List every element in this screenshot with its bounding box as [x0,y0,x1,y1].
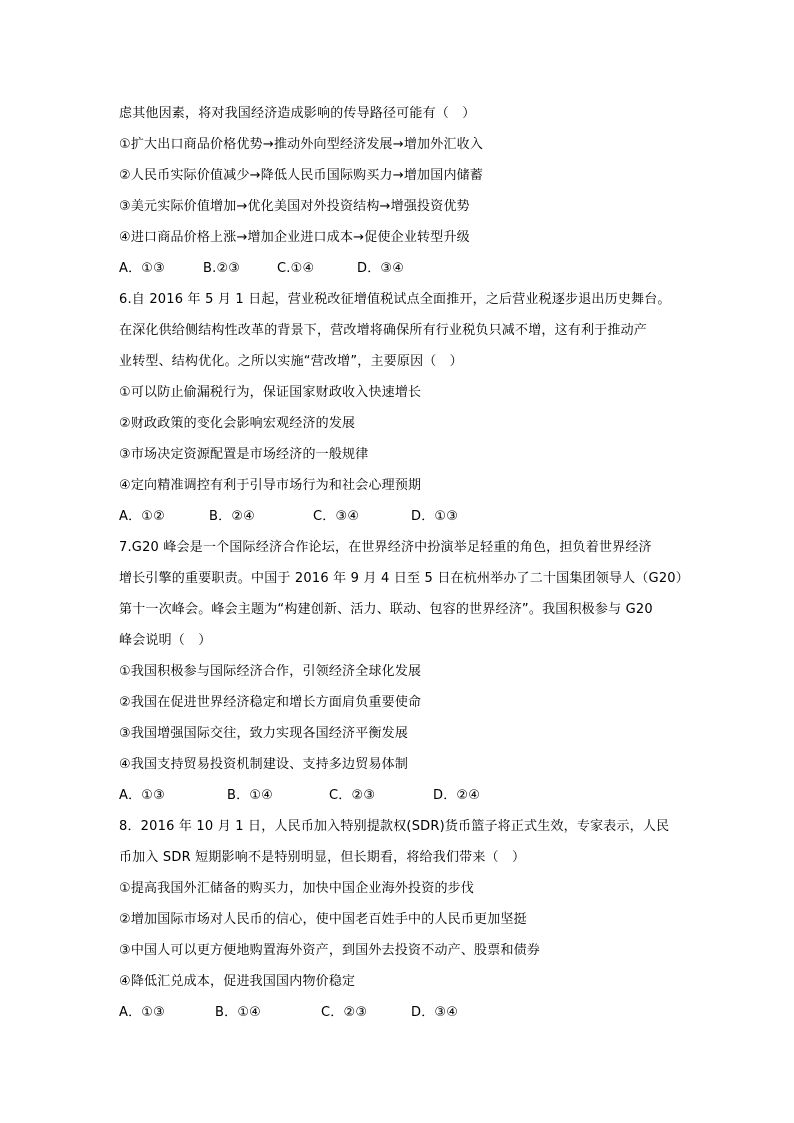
option-b: B．①④ [215,1005,262,1020]
question-stem-line: 峰会说明（ ） [119,633,212,648]
option-a: A．①③ [119,1005,166,1020]
question-stem-line: 币加入 SDR 短期影响不是特别明显，但长期看，将给我们带来（ ） [119,850,526,865]
option-c: C.①④ [277,261,315,276]
question-stem-line: 8．2016 年 10 月 1 日，人民币加入特别提款权(SDR)货币篮子将正式生效，专家表示，人民 [119,819,670,834]
statement-3: ③市场决定资源配置是市场经济的一般规律 [119,447,369,462]
answer-options [119,253,699,284]
option-a: A．①③ [119,261,166,276]
option-d: D．②④ [433,788,481,803]
statement-3: ③美元实际价值增加→优化美国对外投资结构→增强投资优势 [119,199,470,214]
answer-options [119,997,699,1028]
question-5 [119,98,699,284]
option-c: C．②③ [321,1005,368,1020]
statement-1: ①我国积极参与国际经济合作，引领经济全球化发展 [119,664,422,679]
option-b: B.②③ [203,261,241,276]
option-a: A．①② [119,509,166,524]
statement-4: ④进口商品价格上涨→增加企业进口成本→促使企业转型升级 [119,230,470,245]
statement-3: ③我国增强国际交往，致力实现各国经济平衡发展 [119,726,409,741]
statement-1: ①可以防止偷漏税行为，保证国家财政收入快速增长 [119,385,422,400]
statement-2: ②增加国际市场对人民币的信心，使中国老百姓手中的人民币更加坚挺 [119,912,527,927]
question-stem-line: 虑其他因素，将对我国经济造成影响的传导路径可能有（ ） [119,106,476,121]
question-stem-line: 6.自 2016 年 5 月 1 日起，营业税改征增值税试点全面推开，之后营业税逐步退出历史舞台。 [119,292,671,307]
exam-page [119,98,699,1028]
statement-4: ④定向精准调控有利于引导市场行为和社会心理预期 [119,478,422,493]
question-8 [119,811,699,1028]
statement-2: ②人民币实际价值减少→降低人民币国际购买力→增加国内储蓄 [119,168,484,183]
statement-2: ②我国在促进世界经济稳定和增长方面肩负重要使命 [119,695,422,710]
statement-4: ④我国支持贸易投资机制建设、支持多边贸易体制 [119,757,409,772]
option-d: D．①③ [411,509,459,524]
statement-2: ②财政政策的变化会影响宏观经济的发展 [119,416,356,431]
option-b: B．①④ [227,788,274,803]
question-stem-line: 在深化供给侧结构性改革的背景下，营改增将确保所有行业税负只减不增，这有利于推动产 [119,323,648,338]
option-d: D．③④ [357,261,405,276]
statement-4: ④降低汇兑成本，促进我国国内物价稳定 [119,974,356,989]
question-stem-line: 7.G20 峰会是一个国际经济合作论坛，在世界经济中扮演举足轻重的角色，担负着世界经济 [119,540,652,555]
question-7 [119,532,699,811]
statement-1: ①提高我国外汇储备的购买力，加快中国企业海外投资的步伐 [119,881,475,896]
option-b: B．②④ [209,509,256,524]
question-stem-line: 业转型、结构优化。之所以实施“营改增”，主要原因（ ） [119,354,463,369]
answer-options [119,501,699,532]
question-stem-line: 增长引擎的重要职责。中国于 2016 年 9 月 4 日至 5 日在杭州举办了二十国集团领导人（G20） [119,571,689,586]
question-6 [119,284,699,532]
option-d: D．③④ [411,1005,459,1020]
question-stem-line: 第十一次峰会。峰会主题为“构建创新、活力、联动、包容的世界经济”。我国积极参与 G20 [119,602,653,617]
option-c: C．②③ [329,788,376,803]
answer-options [119,780,699,811]
statement-1: ①扩大出口商品价格优势→推动外向型经济发展→增加外汇收入 [119,137,484,152]
option-a: A．①③ [119,788,166,803]
option-c: C．③④ [313,509,360,524]
statement-3: ③中国人可以更方便地购置海外资产，到国外去投资不动产、股票和债券 [119,943,541,958]
